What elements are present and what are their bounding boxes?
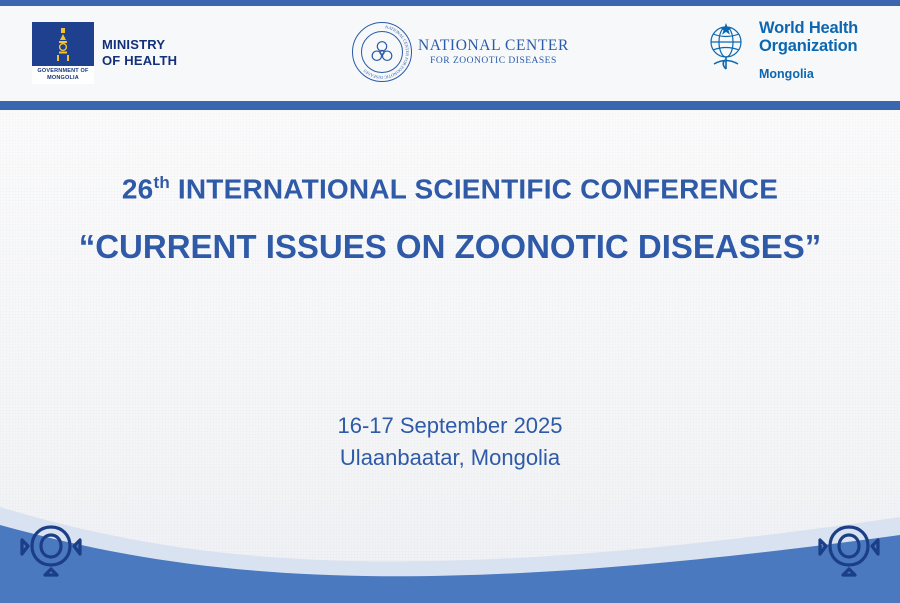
conference-number-suffix: th xyxy=(153,173,170,192)
who-emblem-icon xyxy=(700,20,752,72)
ulzii-knot-right-icon xyxy=(812,519,886,581)
ncz-wordmark xyxy=(418,37,569,68)
conference-theme: “CURRENT ISSUES ON ZOONOTIC DISEASES” xyxy=(78,228,822,266)
conference-location: Ulaanbaatar, Mongolia xyxy=(339,444,561,470)
ncz-seal-icon xyxy=(352,22,412,82)
who-name-line2: Organization xyxy=(759,36,858,55)
who-country-label: Mongolia xyxy=(759,66,814,81)
emblem-caption-line2: MONGOLIA xyxy=(47,75,79,82)
conference-number: 26 xyxy=(121,173,154,205)
national-center-logo xyxy=(352,22,569,82)
bottom-wave-decoration xyxy=(0,463,900,603)
conference-title: INTERNATIONAL SCIENTIFIC CONFERENCE xyxy=(169,173,779,205)
header-accent-bar xyxy=(0,101,900,110)
conference-dates: 16-17 September 2025 xyxy=(337,413,563,438)
who-name-line1: World Health xyxy=(759,19,859,37)
slide-body xyxy=(0,110,900,603)
who-logo xyxy=(700,20,858,81)
svg-text:NATIONAL CENTER FOR ZOONOTIC D: NATIONAL CENTER FOR ZOONOTIC DISEASES xyxy=(362,24,410,81)
ministry-label-line2: OF HEALTH xyxy=(102,53,178,68)
ministry-of-health-logo xyxy=(32,22,177,84)
mongolia-state-emblem-icon xyxy=(32,22,94,84)
soyombo-icon xyxy=(54,28,72,62)
ulzii-knot-left-icon xyxy=(14,519,88,581)
title-block xyxy=(0,173,900,270)
ncz-subtitle: FOR ZOONOTIC DISEASES xyxy=(430,56,557,67)
emblem-caption xyxy=(32,66,94,84)
ncz-seal-ring-text-icon xyxy=(353,23,411,81)
who-wordmark xyxy=(759,20,858,81)
emblem-caption-line1: GOVERNMENT OF xyxy=(37,68,89,75)
ministry-of-health-label xyxy=(102,37,177,70)
ncz-title: NATIONAL CENTER xyxy=(418,36,569,54)
conference-heading xyxy=(0,173,900,205)
ministry-label-line1: MINISTRY xyxy=(102,36,166,52)
